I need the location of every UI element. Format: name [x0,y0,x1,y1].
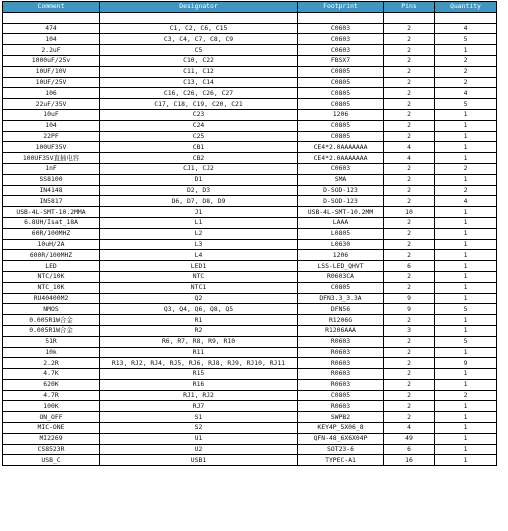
footprint-cell[interactable]: CE4*2.0AAAAAAA [298,142,384,153]
designator-header[interactable]: Designator [100,2,298,13]
pins-cell[interactable]: 2 [384,45,435,56]
pins-cell[interactable]: 3 [384,325,435,336]
quantity-cell[interactable]: 1 [435,315,497,326]
quantity-cell[interactable]: 1 [435,228,497,239]
quantity-cell[interactable]: 1 [435,423,497,434]
table-row[interactable] [3,217,497,228]
quantity-cell[interactable]: 5 [435,99,497,110]
table-row[interactable] [3,207,497,218]
comment-cell[interactable]: 0.005R1W合金 [3,315,100,326]
quantity-cell[interactable]: 2 [435,185,497,196]
designator-cell[interactable]: D2, D3 [100,185,298,196]
quantity-header[interactable]: Quantity [435,2,497,13]
quantity-cell[interactable]: 4 [435,88,497,99]
pins-cell[interactable]: 2 [384,66,435,77]
footprint-cell[interactable]: QFN-48_6X6X04P [298,433,384,444]
designator-cell[interactable]: RJ7 [100,401,298,412]
designator-cell[interactable]: USB1 [100,455,298,466]
designator-cell[interactable]: S1 [100,412,298,423]
pins-cell[interactable]: 2 [384,163,435,174]
designator-cell[interactable]: C17, C18, C19, C20, C21 [100,99,298,110]
comment-cell[interactable]: MI2269 [3,433,100,444]
designator-cell[interactable]: C3, C4, C7, C8, C9 [100,34,298,45]
table-row[interactable] [3,163,497,174]
footprint-cell[interactable]: C0805 [298,120,384,131]
comment-cell[interactable]: 10UF/10V [3,66,100,77]
footprint-cell[interactable]: CE4*2.0AAAAAAA [298,153,384,164]
footprint-cell[interactable]: D-SOD-123 [298,196,384,207]
quantity-cell[interactable]: 1 [435,45,497,56]
comment-cell[interactable]: 0.005R1W合金 [3,325,100,336]
pins-header[interactable]: Pins [384,2,435,13]
designator-cell[interactable]: C5 [100,45,298,56]
designator-cell[interactable]: R13, RJ2, RJ4, RJ5, RJ6, RJ8, RJ9, RJ10, RJ11 [100,358,298,369]
pins-cell[interactable]: 2 [384,109,435,120]
pins-cell[interactable]: 2 [384,412,435,423]
quantity-cell[interactable]: 9 [435,358,497,369]
table-row[interactable] [3,153,497,164]
pins-cell[interactable]: 2 [384,196,435,207]
footprint-cell[interactable]: R1206G [298,315,384,326]
table-row[interactable] [3,23,497,34]
pins-cell[interactable]: 2 [384,250,435,261]
comment-cell[interactable] [3,12,100,23]
footprint-cell[interactable]: C0805 [298,131,384,142]
quantity-cell[interactable]: 1 [435,153,497,164]
footprint-cell[interactable]: R0603 [298,379,384,390]
table-row[interactable] [3,55,497,66]
table-row[interactable] [3,379,497,390]
comment-cell[interactable]: 1nF [3,163,100,174]
table-row[interactable] [3,109,497,120]
comment-cell[interactable]: 6.8UH/Isat_18A [3,217,100,228]
designator-cell[interactable]: R15 [100,369,298,380]
footprint-cell[interactable]: DFN56 [298,304,384,315]
comment-cell[interactable]: 60R/100MHZ [3,228,100,239]
comment-cell[interactable]: CS8523R [3,444,100,455]
pins-cell[interactable]: 2 [384,174,435,185]
comment-cell[interactable]: SS8100 [3,174,100,185]
comment-cell[interactable]: 4.7K [3,369,100,380]
comment-cell[interactable]: IN5817 [3,196,100,207]
pins-cell[interactable]: 2 [384,282,435,293]
comment-cell[interactable]: 620K [3,379,100,390]
quantity-cell[interactable]: 1 [435,271,497,282]
footprint-header[interactable]: Footprint [298,2,384,13]
table-row[interactable] [3,142,497,153]
pins-cell[interactable]: 9 [384,304,435,315]
pins-cell[interactable]: 2 [384,369,435,380]
pins-cell[interactable]: 6 [384,261,435,272]
designator-cell[interactable]: C1, C2, C6, C15 [100,23,298,34]
designator-cell[interactable] [100,12,298,23]
quantity-cell[interactable]: 5 [435,336,497,347]
quantity-cell[interactable]: 1 [435,401,497,412]
table-row[interactable] [3,347,497,358]
designator-cell[interactable]: L3 [100,239,298,250]
designator-cell[interactable]: C16, C26, C26, C27 [100,88,298,99]
quantity-cell[interactable]: 1 [435,217,497,228]
quantity-cell[interactable]: 1 [435,444,497,455]
table-row[interactable] [3,261,497,272]
footprint-cell[interactable]: C0805 [298,88,384,99]
footprint-cell[interactable]: TYPEC-A1 [298,455,384,466]
table-row[interactable] [3,336,497,347]
pins-cell[interactable]: 2 [384,358,435,369]
pins-cell[interactable]: 2 [384,315,435,326]
designator-cell[interactable]: C23 [100,109,298,120]
designator-cell[interactable]: Q2 [100,293,298,304]
footprint-cell[interactable]: C0603 [298,23,384,34]
designator-cell[interactable]: NTC1 [100,282,298,293]
designator-cell[interactable]: C25 [100,131,298,142]
comment-cell[interactable]: IN4148 [3,185,100,196]
table-row[interactable] [3,444,497,455]
quantity-cell[interactable]: 1 [435,433,497,444]
comment-cell[interactable]: 4.7R [3,390,100,401]
footprint-cell[interactable]: C0805 [298,390,384,401]
footprint-cell[interactable]: KEY4P_5X06_8 [298,423,384,434]
pins-cell[interactable]: 6 [384,444,435,455]
table-row[interactable] [3,455,497,466]
designator-cell[interactable]: L1 [100,217,298,228]
pins-cell[interactable]: 2 [384,131,435,142]
quantity-cell[interactable]: 1 [435,261,497,272]
quantity-cell[interactable]: 1 [435,282,497,293]
designator-cell[interactable]: L2 [100,228,298,239]
comment-cell[interactable]: 2.2uF [3,45,100,56]
quantity-cell[interactable]: 1 [435,131,497,142]
bom-table [2,1,497,466]
table-row[interactable] [3,185,497,196]
quantity-cell[interactable]: 1 [435,174,497,185]
pins-cell[interactable]: 2 [384,401,435,412]
quantity-cell[interactable]: 1 [435,347,497,358]
quantity-cell[interactable] [435,12,497,23]
designator-cell[interactable]: J1 [100,207,298,218]
table-row[interactable] [3,77,497,88]
pins-cell[interactable]: 2 [384,88,435,99]
pins-cell[interactable]: 2 [384,390,435,401]
footprint-cell[interactable]: R0603 [298,358,384,369]
designator-cell[interactable]: CB2 [100,153,298,164]
pins-cell[interactable]: 2 [384,120,435,131]
table-row[interactable] [3,120,497,131]
footprint-cell[interactable]: R0603 [298,347,384,358]
table-row[interactable] [3,433,497,444]
comment-cell[interactable]: LED [3,261,100,272]
table-row[interactable] [3,271,497,282]
table-row[interactable] [3,34,497,45]
pins-cell[interactable]: 2 [384,228,435,239]
table-row[interactable] [3,369,497,380]
quantity-cell[interactable]: 1 [435,325,497,336]
comment-cell[interactable]: ON_OFF [3,412,100,423]
pins-cell[interactable]: 2 [384,239,435,250]
pins-cell[interactable]: 2 [384,379,435,390]
quantity-cell[interactable]: 2 [435,163,497,174]
table-row[interactable] [3,358,497,369]
designator-cell[interactable]: L4 [100,250,298,261]
comment-cell[interactable]: 1000uF/25v [3,55,100,66]
designator-cell[interactable]: R11 [100,347,298,358]
pins-cell[interactable]: 16 [384,455,435,466]
quantity-cell[interactable]: 1 [435,455,497,466]
comment-cell[interactable]: 100K [3,401,100,412]
comment-cell[interactable]: 10uF [3,109,100,120]
table-row[interactable] [3,228,497,239]
comment-cell[interactable]: 10UF/25V [3,77,100,88]
pins-cell[interactable]: 2 [384,77,435,88]
designator-cell[interactable]: CB1 [100,142,298,153]
quantity-cell[interactable]: 1 [435,109,497,120]
quantity-cell[interactable]: 5 [435,304,497,315]
quantity-cell[interactable]: 4 [435,23,497,34]
pins-cell[interactable]: 2 [384,55,435,66]
comment-cell[interactable]: USB_C [3,455,100,466]
designator-cell[interactable]: U2 [100,444,298,455]
table-row[interactable] [3,325,497,336]
footprint-cell[interactable]: C0805 [298,99,384,110]
footprint-cell[interactable]: 1206 [298,109,384,120]
table-row[interactable] [3,315,497,326]
table-row[interactable] [3,131,497,142]
footprint-cell[interactable]: C0805 [298,282,384,293]
designator-cell[interactable]: S2 [100,423,298,434]
footprint-cell[interactable]: C0603 [298,163,384,174]
comment-cell[interactable]: 104 [3,120,100,131]
footprint-cell[interactable]: D-SOD-123 [298,185,384,196]
designator-cell[interactable]: C13, C14 [100,77,298,88]
table-row[interactable] [3,99,497,110]
designator-cell[interactable]: NTC [100,271,298,282]
quantity-cell[interactable]: 1 [435,293,497,304]
footprint-cell[interactable]: R0603 [298,401,384,412]
table-row[interactable] [3,293,497,304]
quantity-cell[interactable]: 2 [435,55,497,66]
table-row[interactable] [3,401,497,412]
designator-cell[interactable]: CJ1, CJ2 [100,163,298,174]
pins-cell[interactable]: 2 [384,336,435,347]
pins-cell[interactable]: 9 [384,293,435,304]
footprint-cell[interactable]: R0603CA [298,271,384,282]
comment-header[interactable]: Comment [3,2,100,13]
table-row[interactable] [3,239,497,250]
comment-cell[interactable]: 100UF35V直插电容 [3,153,100,164]
quantity-cell[interactable]: 1 [435,250,497,261]
pins-cell[interactable]: 49 [384,433,435,444]
comment-cell[interactable]: 106 [3,88,100,99]
quantity-cell[interactable]: 1 [435,142,497,153]
quantity-cell[interactable]: 1 [435,412,497,423]
quantity-cell[interactable]: 1 [435,207,497,218]
comment-cell[interactable]: USB-4L-SMT-10.2MMA [3,207,100,218]
footprint-cell[interactable]: LSS-LED_QHVT [298,261,384,272]
pins-cell[interactable]: 2 [384,271,435,282]
comment-cell[interactable]: NMOS [3,304,100,315]
comment-cell[interactable]: NTC/10K [3,271,100,282]
table-row[interactable] [3,390,497,401]
quantity-cell[interactable]: 1 [435,379,497,390]
designator-cell[interactable]: Q3, Q4, Q6, Q8, Q5 [100,304,298,315]
table-row[interactable] [3,12,497,23]
pins-cell[interactable]: 10 [384,207,435,218]
footprint-cell[interactable]: C0603 [298,34,384,45]
quantity-cell[interactable]: 1 [435,369,497,380]
footprint-cell[interactable]: SWPB2 [298,412,384,423]
comment-cell[interactable]: 104 [3,34,100,45]
designator-cell[interactable]: D6, D7, D8, D9 [100,196,298,207]
table-row[interactable] [3,412,497,423]
footprint-cell[interactable]: DFN3.3_3.3A [298,293,384,304]
designator-cell[interactable]: C24 [100,120,298,131]
footprint-cell[interactable]: C0603 [298,45,384,56]
comment-cell[interactable]: 474 [3,23,100,34]
comment-cell[interactable]: 100UF35V [3,142,100,153]
pins-cell[interactable]: 2 [384,34,435,45]
pins-cell[interactable]: 2 [384,217,435,228]
footprint-cell[interactable]: 1206 [298,250,384,261]
comment-cell[interactable]: 10k [3,347,100,358]
pins-cell[interactable]: 4 [384,153,435,164]
bom-header [3,2,497,13]
pins-cell[interactable]: 2 [384,347,435,358]
designator-cell[interactable]: R16 [100,379,298,390]
comment-cell[interactable]: 2.2R [3,358,100,369]
table-row[interactable] [3,423,497,434]
pins-cell[interactable]: 2 [384,23,435,34]
footprint-cell[interactable]: R0603 [298,336,384,347]
pins-cell[interactable]: 4 [384,142,435,153]
pins-cell[interactable]: 2 [384,185,435,196]
footprint-cell[interactable]: LAAA [298,217,384,228]
table-row[interactable] [3,304,497,315]
designator-cell[interactable]: C11, C12 [100,66,298,77]
table-row[interactable] [3,250,497,261]
table-row[interactable] [3,282,497,293]
designator-cell[interactable]: RJ1, RJ2 [100,390,298,401]
comment-cell[interactable]: 51R [3,336,100,347]
comment-cell[interactable]: 600R/100MHZ [3,250,100,261]
table-row[interactable] [3,174,497,185]
table-row[interactable] [3,88,497,99]
header-row [3,2,497,13]
footprint-cell[interactable]: SOT23-6 [298,444,384,455]
footprint-cell[interactable]: USB-4L-SMT-10.2MM [298,207,384,218]
comment-cell[interactable]: MIC-ONE [3,423,100,434]
comment-cell[interactable]: 10uH/2A [3,239,100,250]
comment-cell[interactable]: 22PF [3,131,100,142]
designator-cell[interactable]: R2 [100,325,298,336]
designator-cell[interactable]: U1 [100,433,298,444]
designator-cell[interactable]: C10, C22 [100,55,298,66]
quantity-cell[interactable]: 1 [435,120,497,131]
bom-body [3,12,497,465]
footprint-cell[interactable]: FBSX7 [298,55,384,66]
table-row[interactable] [3,66,497,77]
footprint-cell[interactable]: L0630 [298,239,384,250]
table-row[interactable] [3,196,497,207]
quantity-cell[interactable]: 2 [435,66,497,77]
table-row[interactable] [3,45,497,56]
quantity-cell[interactable]: 1 [435,239,497,250]
footprint-cell[interactable]: L0805 [298,228,384,239]
footprint-cell[interactable]: SMA [298,174,384,185]
designator-cell[interactable]: R1 [100,315,298,326]
comment-cell[interactable]: 22uF/35V [3,99,100,110]
quantity-cell[interactable]: 5 [435,34,497,45]
pins-cell[interactable]: 2 [384,99,435,110]
footprint-cell[interactable] [298,12,384,23]
designator-cell[interactable]: LED1 [100,261,298,272]
footprint-cell[interactable]: R1206AAA [298,325,384,336]
comment-cell[interactable]: RU40400M2 [3,293,100,304]
footprint-cell[interactable]: R0603 [298,369,384,380]
pins-cell[interactable] [384,12,435,23]
footprint-cell[interactable]: C0805 [298,66,384,77]
pins-cell[interactable]: 4 [384,423,435,434]
designator-cell[interactable]: D1 [100,174,298,185]
quantity-cell[interactable]: 2 [435,390,497,401]
quantity-cell[interactable]: 2 [435,77,497,88]
designator-cell[interactable]: R6, R7, R8, R9, R10 [100,336,298,347]
comment-cell[interactable]: NTC_10K [3,282,100,293]
quantity-cell[interactable]: 4 [435,196,497,207]
footprint-cell[interactable]: C0805 [298,77,384,88]
